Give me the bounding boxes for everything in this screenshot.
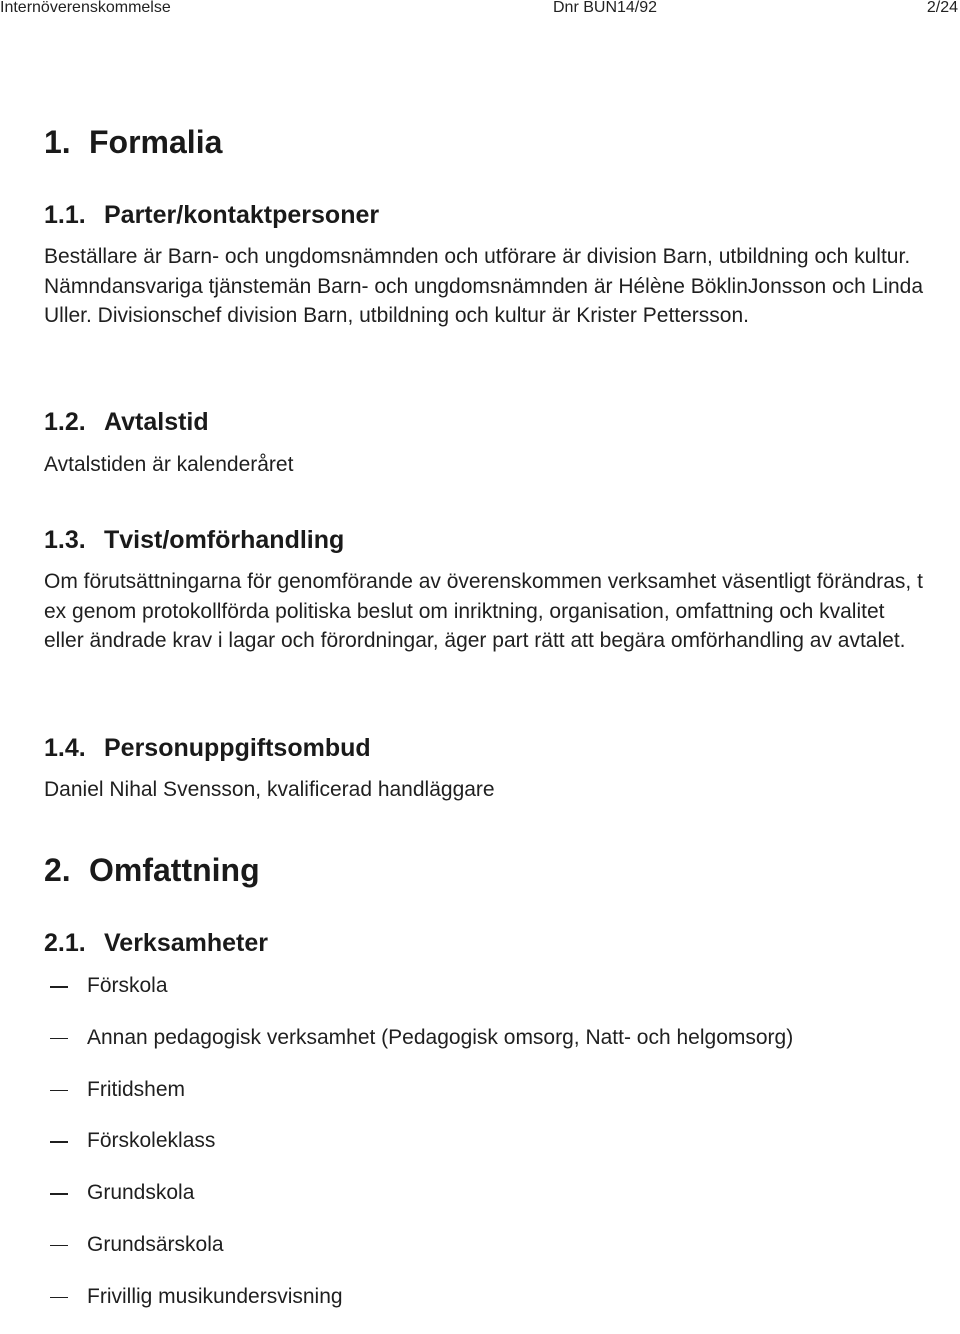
list-item-label: Grundsärskola xyxy=(87,1232,224,1256)
dash-bullet-icon xyxy=(50,1297,68,1299)
list-item-label: Annan pedagogisk verksamhet (Pedagogisk omsorg, Natt- och helgomsorg) xyxy=(87,1025,794,1049)
subsection-heading-tvist xyxy=(44,525,344,555)
subsection-number: 1.1. xyxy=(44,201,86,229)
subsection-number: 2.1. xyxy=(44,929,86,957)
subsection-title: Parter/kontaktpersoner xyxy=(104,201,380,229)
subsection-heading-personuppgiftsombud xyxy=(44,733,371,763)
avtalstid-paragraph: Avtalstiden är kalenderåret xyxy=(44,453,294,476)
parter-paragraph: Beställare är Barn- och ungdomsnämnden och utförare är division Barn, utbildning och kultur. Nämndansvariga tjänstemän Barn- och ungdomsnämnden är Hélène BöklinJonsson och Linda Uller. Divisionschef division Barn, utbildning och kultur är Krister Pettersson. xyxy=(44,245,924,327)
subsection-heading-verksamheter xyxy=(44,928,268,958)
dash-bullet-icon xyxy=(50,1193,68,1195)
dash-bullet-icon xyxy=(50,1038,68,1040)
section-number: 2. xyxy=(44,852,71,888)
section-heading-formalia xyxy=(44,124,222,160)
tvist-paragraph: Om förutsättningarna för genomförande av överenskommen verksamhet väsentligt förändras, t ex genom protokollförda politiska beslut om inriktning, organisation, omfattning och kvalitet eller ändrade krav i lagar och förordningar, äger part rätt att begära omförhandling av avtalet. xyxy=(44,570,923,652)
list-item-label: Fritidshem xyxy=(87,1077,186,1101)
subsection-title: Avtalstid xyxy=(104,408,209,436)
subsection-heading-avtalstid xyxy=(44,407,209,437)
document-type: Internöverenskommelse xyxy=(0,0,171,16)
section-title: Omfattning xyxy=(89,852,260,888)
list-item-label: Förskola xyxy=(87,974,168,997)
section-heading-omfattning xyxy=(44,852,260,888)
dash-bullet-icon xyxy=(50,1090,68,1092)
subsection-title: Tvist/omförhandling xyxy=(104,526,345,554)
section-number: 1. xyxy=(44,124,71,160)
diary-number: Dnr BUN14/92 xyxy=(553,0,658,16)
page-number: 2/24 xyxy=(926,0,958,16)
subsection-number: 1.4. xyxy=(44,734,86,762)
subsection-title: Personuppgiftsombud xyxy=(104,734,371,762)
personuppgiftsombud-paragraph: Daniel Nihal Svensson, kvalificerad handläggare xyxy=(44,778,495,801)
dash-bullet-icon xyxy=(50,986,68,988)
list-item-label: Grundskola xyxy=(87,1181,195,1205)
subsection-number: 1.2. xyxy=(44,408,86,436)
subsection-heading-parter xyxy=(44,200,379,230)
subsection-title: Verksamheter xyxy=(104,929,269,957)
list-item-label: Frivillig musikundersvisning xyxy=(87,1284,343,1308)
section-title: Formalia xyxy=(89,124,223,160)
dash-bullet-icon xyxy=(50,1245,68,1247)
subsection-number: 1.3. xyxy=(44,526,86,554)
dash-bullet-icon xyxy=(50,1141,68,1143)
list-item-label: Förskoleklass xyxy=(87,1129,216,1153)
